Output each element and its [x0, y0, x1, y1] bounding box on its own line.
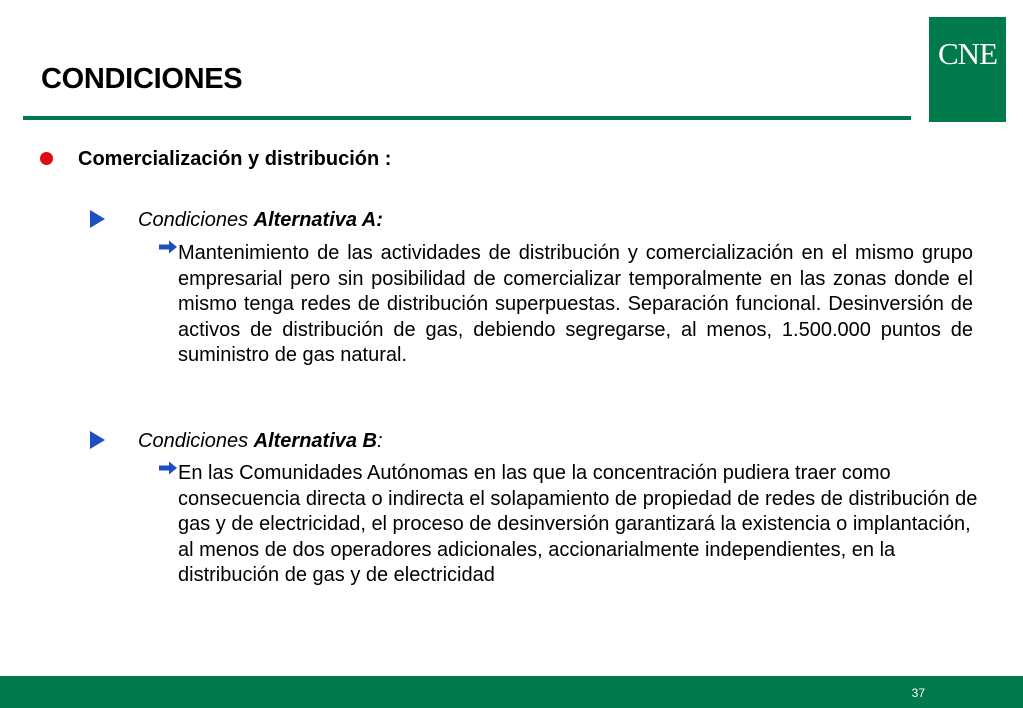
title-divider [23, 116, 911, 120]
section-heading: Comercialización y distribución : [78, 148, 392, 170]
blue-triangle-icon [90, 210, 105, 228]
blue-triangle-icon [90, 431, 105, 449]
alternative-b-text: En las Comunidades Autónomas en las que la concentración pudiera traer como consecuencia directa o indirecta el solapamiento de propiedad de redes de distribución de gas y de electricidad, el proceso de desinversión garantizará la existencia o implantación, al menos de dos operadores adicionales, accionarialmente independientes, en la distribución de gas y de electricidad [178, 462, 978, 586]
red-dot-icon [40, 152, 53, 165]
alternative-b-emphasis: Alternativa B [253, 430, 377, 452]
alternative-a-heading [138, 208, 383, 232]
alternative-b-suffix: : [377, 430, 383, 452]
alternative-a-text: Mantenimiento de las actividades de distribución y comercialización en el mismo grupo empresarial pero sin posibilidad de comercializar temporalmente en las zonas donde el mismo tenga redes de distribución superpuestas. Separación funcional. Desinversión de activos de distribución de gas, debiendo segregarse, al menos, 1.500.000 puntos de suministro de gas natural. [178, 242, 973, 366]
page-number: 37 [911, 686, 925, 700]
arrow-right-icon [158, 461, 178, 475]
alternative-a-prefix: Condiciones [138, 209, 254, 231]
alternative-b-heading [138, 429, 383, 453]
alternative-a-emphasis: Alternativa A [253, 209, 377, 231]
alternative-a-suffix: : [376, 209, 383, 231]
arrow-right-icon [158, 240, 178, 254]
footer-bar [0, 676, 1023, 708]
logo-text: CNE [938, 36, 997, 71]
page-title: CONDICIONES [41, 63, 243, 95]
cne-logo [929, 17, 1006, 122]
alternative-b-prefix: Condiciones [138, 430, 254, 452]
